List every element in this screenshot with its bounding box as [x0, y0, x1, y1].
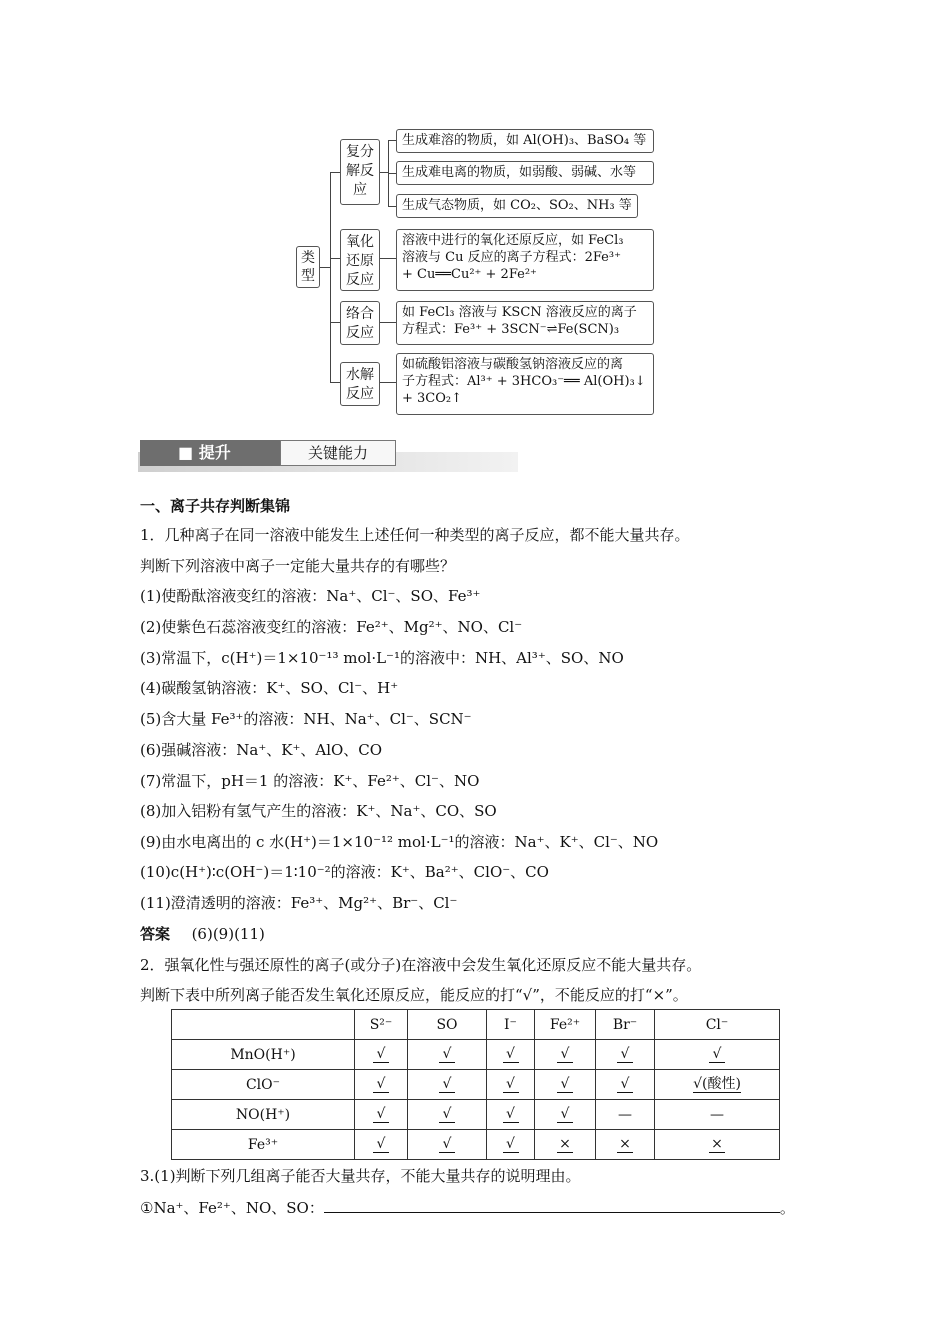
section-title: 一、离子共存判断集锦	[140, 497, 291, 515]
cell-mark: √	[373, 1136, 389, 1153]
q1-item: (4)碳酸氢钠溶液：K⁺、SO、Cl⁻、H⁺	[140, 679, 399, 697]
category-label: 复分解反应	[346, 144, 374, 198]
table-cell	[535, 1100, 596, 1130]
cell-mark: √	[617, 1076, 633, 1093]
item-text: 如硫酸铝溶液与碳酸氢钠溶液反应的离	[402, 357, 624, 372]
q1-item: (2)使紫色石蕊溶液变红的溶液：Fe²⁺、Mg²⁺、NO、Cl⁻	[140, 618, 523, 636]
cell-mark: √	[373, 1076, 389, 1093]
item-box	[396, 353, 654, 415]
table-cell	[355, 1100, 408, 1130]
banner-tag-text: ■ 提升	[178, 443, 231, 462]
q3-item-1-end: 。	[779, 1199, 795, 1217]
q2-prompt: 判断下表中所列离子能否发生氧化还原反应，能反应的打“√”，不能反应的打“×”。	[140, 986, 688, 1004]
answer-label: 答案	[140, 925, 171, 943]
category-box	[340, 362, 380, 406]
cell-mark: √	[439, 1136, 455, 1153]
table-header-cell: Fe²⁺	[535, 1010, 596, 1040]
q1-item: (9)由水电离出的 c 水(H⁺)＝1×10⁻¹² mol·L⁻¹的溶液：Na⁺、K⁺、Cl⁻、NO	[140, 833, 659, 851]
table-header-cell: Cl⁻	[655, 1010, 780, 1040]
table-cell	[355, 1130, 408, 1160]
sub-branch	[380, 258, 396, 259]
cell-mark: √	[439, 1106, 455, 1123]
sub-branch	[388, 140, 396, 141]
banner-tag	[140, 440, 280, 466]
section-banner	[138, 438, 518, 472]
trunk-line	[330, 172, 331, 382]
table-cell	[487, 1100, 535, 1130]
table-cell	[355, 1040, 408, 1070]
table-cell	[596, 1070, 655, 1100]
cell-mark: √	[503, 1076, 519, 1093]
cell-mark: √	[439, 1046, 455, 1063]
category-label: 络合反应	[346, 306, 374, 341]
row-label: MnO(H⁺)	[172, 1040, 355, 1070]
cell-mark: √	[557, 1076, 573, 1093]
sub-branch	[388, 206, 396, 207]
table-cell	[408, 1100, 487, 1130]
root-label-box	[296, 246, 320, 288]
cell-mark: √	[439, 1076, 455, 1093]
table-cell	[487, 1070, 535, 1100]
table-row	[172, 1130, 780, 1160]
table-cell: —	[655, 1100, 780, 1130]
item-box	[396, 161, 654, 185]
cell-mark: √	[503, 1046, 519, 1063]
table-row	[172, 1070, 780, 1100]
table-cell	[408, 1070, 487, 1100]
table-cell	[655, 1040, 780, 1070]
item-box	[396, 129, 654, 153]
row-label: ClO⁻	[172, 1070, 355, 1100]
item-box	[396, 301, 654, 345]
sub-branch	[380, 322, 396, 323]
sub-branch	[388, 173, 396, 174]
q1-item: (1)使酚酞溶液变红的溶液：Na⁺、Cl⁻、SO、Fe³⁺	[140, 587, 481, 605]
q3-item-1-text: ①Na⁺、Fe²⁺、NO、SO：	[140, 1199, 324, 1217]
table-cell	[596, 1040, 655, 1070]
table-cell	[487, 1040, 535, 1070]
table-cell	[535, 1130, 596, 1160]
root-label: 类型	[301, 250, 315, 284]
q1-answer	[140, 924, 265, 944]
sub-branch	[380, 382, 396, 383]
cell-mark: √	[557, 1046, 573, 1063]
table-cell	[655, 1130, 780, 1160]
branch-line	[330, 322, 340, 323]
item-text: 生成气态物质，如 CO₂、SO₂、NH₃ 等	[402, 198, 632, 213]
table-cell	[596, 1130, 655, 1160]
row-label: Fe³⁺	[172, 1130, 355, 1160]
cell-mark: √	[503, 1136, 519, 1153]
item-text: 溶液中进行的氧化还原反应，如 FeCl₃	[402, 233, 624, 248]
cell-mark: √	[709, 1046, 725, 1063]
category-box	[340, 301, 380, 345]
q1-prompt: 判断下列溶液中离子一定能大量共存的有哪些？	[140, 557, 456, 575]
q1-item: (6)强碱溶液：Na⁺、K⁺、AlO、CO	[140, 741, 383, 759]
q2-intro: 2．强氧化性与强还原性的离子(或分子)在溶液中会发生氧化还原反应不能大量共存。	[140, 956, 702, 974]
item-text: 方程式：Fe³⁺ + 3SCN⁻⇌Fe(SCN)₃	[402, 322, 620, 337]
q1-item: (5)含大量 Fe³⁺的溶液：NH、Na⁺、Cl⁻、SCN⁻	[140, 710, 472, 728]
q1-item: (7)常温下，pH＝1 的溶液：K⁺、Fe²⁺、Cl⁻、NO	[140, 772, 480, 790]
cell-mark: √	[373, 1106, 389, 1123]
item-box	[396, 229, 654, 291]
table-cell	[408, 1130, 487, 1160]
redox-table	[171, 1009, 780, 1160]
cell-mark: ×	[709, 1136, 725, 1153]
cell-mark: √	[373, 1046, 389, 1063]
table-row	[172, 1100, 780, 1130]
q1-item: (3)常温下，c(H⁺)＝1×10⁻¹³ mol·L⁻¹的溶液中：NH、Al³⁺、SO、NO	[140, 649, 624, 667]
category-label: 水解反应	[346, 367, 374, 402]
category-box	[340, 139, 380, 205]
item-text: + Cu══Cu²⁺ + 2Fe²⁺	[402, 267, 537, 282]
table-row	[172, 1040, 780, 1070]
table-cell	[655, 1070, 780, 1100]
branch-line	[330, 172, 340, 173]
table-header-cell: S²⁻	[355, 1010, 408, 1040]
item-text: 生成难溶的物质，如 Al(OH)₃、BaSO₄ 等	[402, 133, 647, 148]
item-text: + 3CO₂↑	[402, 391, 463, 406]
table-cell	[355, 1070, 408, 1100]
category-box	[340, 229, 380, 291]
table-header-cell: Br⁻	[596, 1010, 655, 1040]
row-label: NO(H⁺)	[172, 1100, 355, 1130]
table-cell	[408, 1040, 487, 1070]
banner-title: 关键能力	[307, 444, 368, 462]
item-text: 溶液与 Cu 反应的离子方程式：2Fe³⁺	[402, 250, 621, 265]
answer-blank[interactable]	[324, 1197, 780, 1213]
q1-intro: 1．几种离子在同一溶液中能发生上述任何一种类型的离子反应，都不能大量共存。	[140, 526, 690, 544]
cell-mark: √	[557, 1106, 573, 1123]
table-cell: —	[596, 1100, 655, 1130]
category-label: 氧化还原反应	[346, 234, 374, 288]
branch-line	[330, 258, 340, 259]
root-connector	[320, 267, 330, 268]
cell-mark: ×	[617, 1136, 633, 1153]
table-cell	[535, 1070, 596, 1100]
table-cell	[535, 1040, 596, 1070]
table-header-cell: I⁻	[487, 1010, 535, 1040]
cell-mark: √(酸性)	[693, 1076, 741, 1092]
cell-mark: √	[503, 1106, 519, 1123]
q1-item: (10)c(H⁺)∶c(OH⁻)＝1∶10⁻²的溶液：K⁺、Ba²⁺、ClO⁻、CO	[140, 863, 549, 881]
answer-value: (6)(9)(11)	[191, 925, 265, 943]
table-header-cell	[172, 1010, 355, 1040]
branch-line	[330, 382, 340, 383]
item-text: 生成难电离的物质，如弱酸、弱碱、水等	[402, 165, 637, 180]
item-box	[396, 194, 638, 218]
table-header-row	[172, 1010, 780, 1040]
cell-mark: √	[617, 1046, 633, 1063]
table-cell	[487, 1130, 535, 1160]
q1-item: (11)澄清透明的溶液：Fe³⁺、Mg²⁺、Br⁻、Cl⁻	[140, 894, 458, 912]
q1-item: (8)加入铝粉有氢气产生的溶液：K⁺、Na⁺、CO、SO	[140, 802, 497, 820]
sub-branch	[380, 172, 388, 173]
banner-title-box	[280, 440, 396, 466]
item-text: 如 FeCl₃ 溶液与 KSCN 溶液反应的离子	[402, 305, 637, 320]
q3-intro: 3.(1)判断下列几组离子能否大量共存，不能大量共存的说明理由。	[140, 1167, 581, 1185]
table-header-cell: SO	[408, 1010, 487, 1040]
item-text: 子方程式：Al³⁺ + 3HCO₃⁻══ Al(OH)₃↓	[402, 374, 646, 389]
cell-mark: ×	[557, 1136, 573, 1153]
q3-item-1	[140, 1197, 795, 1218]
